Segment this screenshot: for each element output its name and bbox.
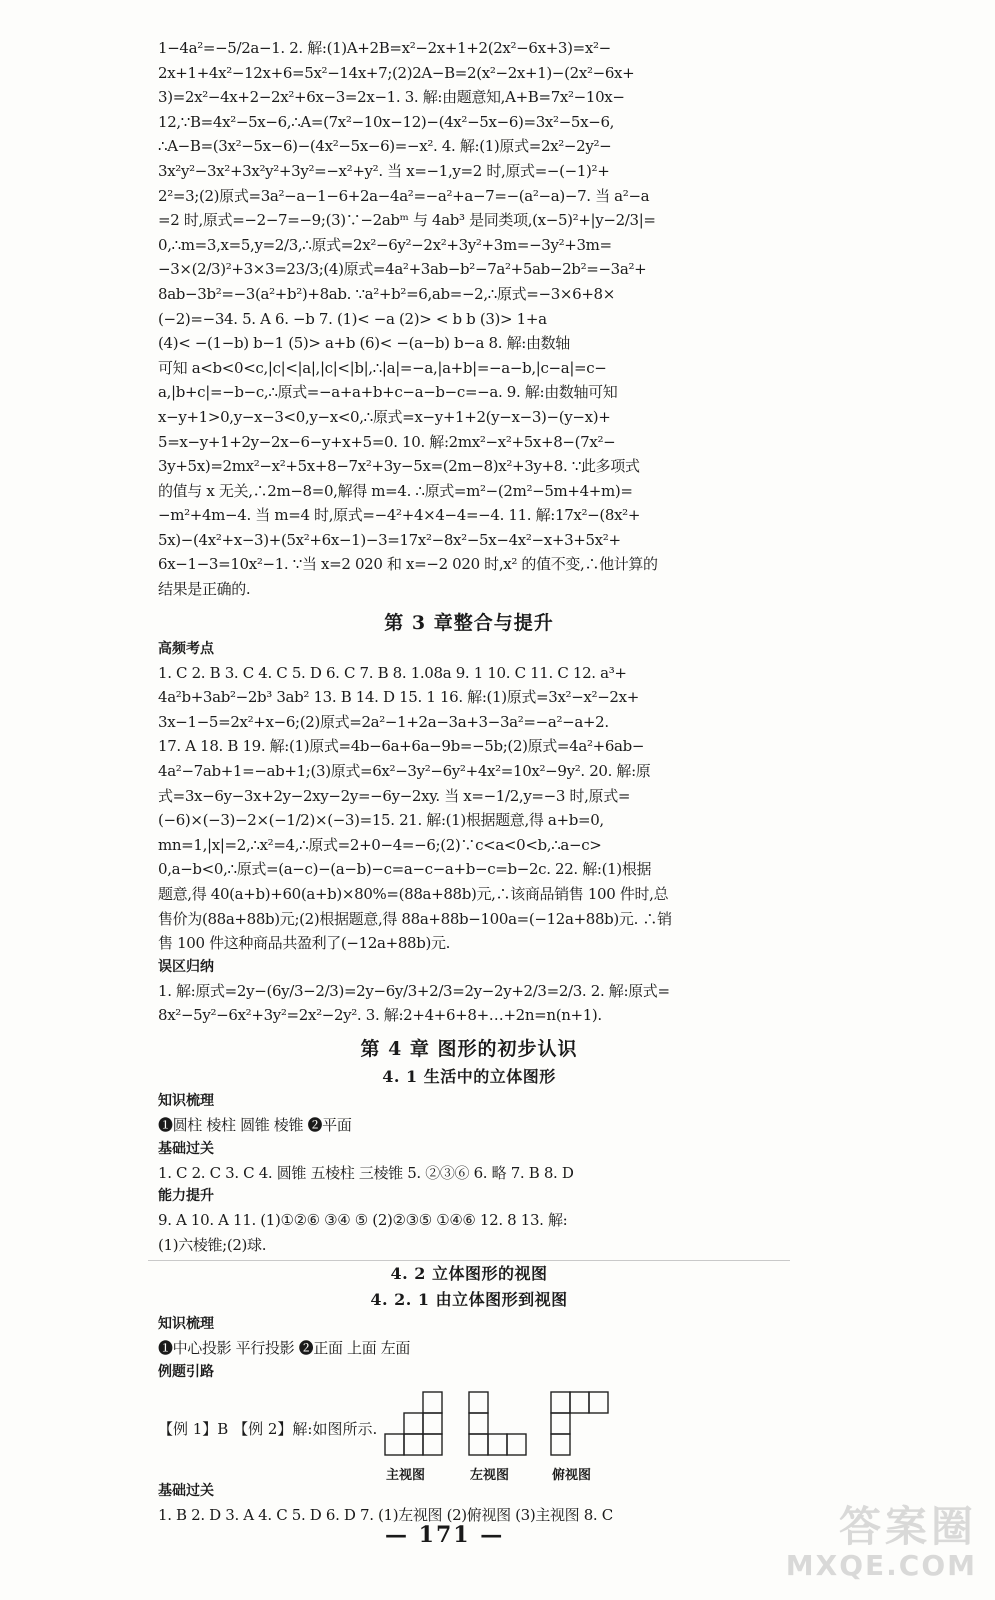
top-view-caption: 俯视图 — [552, 1467, 592, 1483]
answer-line: 6x−1−3=10x²−1. ∵当 x=2 020 和 x=−2 020 时,x² 的值不变,∴他计算的 — [158, 555, 658, 574]
answer-line: −3×(2/3)²+3×3=23/3;(4)原式=4a²+3ab−b²−7a²+5ab−2b²=−3a²+ — [158, 260, 647, 279]
section-4-1-title: 4. 1 生活中的立体图形 — [382, 1066, 556, 1086]
answer-line: 1. 解:原式=2y−(6y/3−2/3)=2y−6y/3+2/3=2y−2y+2/3=2/3. 2. 解:原式= — [158, 981, 670, 1000]
answer-line: 0,a−b<0,∴原式=(a−c)−(a−b)−c=a−c−a+b−c=b−2c. 22. 解:(1)根据 — [158, 860, 652, 879]
answer-line: (1)六棱锥;(2)球. — [158, 1235, 267, 1254]
s41-ability-lines — [158, 1208, 780, 1257]
answer-line: 5=x−y+1+2y−2x−6−y+x+5=0. 10. 解:2mx²−x²+5x+8−(7x²− — [158, 432, 616, 451]
answer-line: 题意,得 40(a+b)+60(a+b)×80%=(88a+88b)元,∴该商品销售 100 件时,总 — [158, 885, 669, 903]
s41-basic-heading: 基础过关 — [158, 1140, 214, 1157]
watermark-logo — [785, 1502, 977, 1582]
front-view-caption: 主视图 — [386, 1467, 426, 1483]
s421-basic-line: 1. B 2. D 3. A 4. C 5. D 6. D 7. (1)左视图 (2)俯视图 (3)主视图 8. C — [158, 1505, 613, 1524]
high-frequency-answers — [158, 661, 780, 956]
s41-basic-line: 1. C 2. C 3. C 4. 圆锥 五棱柱 三棱锥 5. ②③⑥ 6. 略 7. B 8. D — [158, 1163, 574, 1182]
answer-line: 的值与 x 无关,∴2m−8=0,解得 m=4. ∴原式=m²−(2m²−5m+4+m)= — [158, 481, 633, 500]
example-label: 【例 1】B 【例 2】解:如图所示. — [158, 1419, 378, 1438]
answer-line: 12,∵B=4x²−5x−6,∴A=(7x²−10x−12)−(4x²−5x−6)=3x²−5x−6, — [158, 112, 615, 131]
left-view-drawing — [468, 1390, 528, 1456]
answer-line: 8ab−3b²=−3(a²+b²)+8ab. ∵a²+b²=6,ab=−2,∴原式=−3×6+8× — [158, 284, 615, 303]
answer-line: 0,∴m=3,x=5,y=2/3,∴原式=2x²−6y²−2x²+3y²+3m=−3y²+3m= — [158, 235, 612, 254]
front-view-drawing — [384, 1390, 444, 1456]
left-view-caption: 左视图 — [470, 1467, 510, 1483]
answer-line: 售价为(88a+88b)元;(2)根据题意,得 88a+88b−100a=(−12a+88b)元. ∴销 — [158, 909, 672, 928]
answer-line: 可知 a<b<0<c,|c|<|a|,|c|<|b|,∴|a|=−a,|a+b|=−a−b,|c−a|=c− — [158, 358, 607, 377]
example-figure-row — [158, 1384, 780, 1483]
answer-line: 3y+5x)=2mx²−x²+5x+8−7x²+3y−5x=(2m−8)x²+3y+8. ∵此多项式 — [158, 457, 640, 476]
section-4-2-1-title: 4. 2. 1 由立体图形到视图 — [370, 1290, 568, 1310]
high-frequency-heading: 高频考点 — [158, 640, 214, 657]
chapter4-title: 第 4 章 图形的初步认识 — [360, 1037, 578, 1060]
answer-line: 2x+1+4x²−12x+6=5x²−14x+7;(2)2A−B=2(x²−2x+1)−(2x²−6x+ — [158, 63, 635, 82]
answer-line: 9. A 10. A 11. (1)①②⑥ ③④ ⑤ (2)②③⑤ ①④⑥ 12. 8 13. 解: — [158, 1211, 568, 1230]
left-view-figure — [468, 1390, 528, 1456]
answer-line: 4a²−7ab+1=−ab+1;(3)原式=6x²−3y²−6y²+4x²=10x²−9y². 20. 解:原 — [158, 762, 651, 781]
answer-page — [158, 36, 780, 1528]
previous-answers-block — [158, 36, 780, 602]
answer-line: 17. A 18. B 19. 解:(1)原式=4b−6a+6a−9b=−5b;(2)原式=4a²+6ab− — [158, 737, 645, 756]
front-view-figure — [384, 1390, 444, 1456]
page-number: — 171 — — [385, 1522, 505, 1548]
answer-line: 8x²−5y²−6x²+3y²=2x²−2y². 3. 解:2+4+6+8+…+2n=n(n+1). — [158, 1006, 602, 1025]
s41-knowledge-line: ❶圆柱 棱柱 圆锥 棱锥 ❷平面 — [158, 1115, 352, 1134]
chapter3-title: 第 3 章整合与提升 — [384, 611, 554, 634]
s421-knowledge-line: ❶中心投影 平行投影 ❷正面 上面 左面 — [158, 1339, 411, 1358]
answer-line: 3)=2x²−4x+2−2x²+6x−3=2x−1. 3. 解:由题意知,A+B=7x²−10x− — [158, 88, 625, 107]
watermark-text: 答案圈 — [838, 1502, 977, 1551]
answer-line: −m²+4m−4. 当 m=4 时,原式=−4²+4×4−4=−4. 11. 解:17x²−(8x²+ — [158, 506, 641, 525]
answer-line: 3x²y²−3x²+3x²y²+3y²=−x²+y². 当 x=−1,y=2 时,原式=−(−1)²+ — [158, 161, 610, 180]
section-4-2-title: 4. 2 立体图形的视图 — [390, 1264, 548, 1284]
top-view-drawing — [550, 1390, 610, 1456]
top-view-figure — [550, 1390, 610, 1456]
answer-line: 结果是正确的. — [158, 580, 251, 599]
answer-line: 2²=3;(2)原式=3a²−a−1−6+2a−4a²=−a²+a−7=−(a²−a)−7. 当 a²−a — [158, 186, 650, 205]
s421-example-heading: 例题引路 — [158, 1363, 214, 1380]
s41-ability-heading: 能力提升 — [158, 1188, 214, 1205]
answer-line: 3x−1−5=2x²+x−6;(2)原式=2a²−1+2a−3a+3−3a²=−a²−a+2. — [158, 712, 609, 731]
answer-line: (4)< −(1−b) b−1 (5)> a+b (6)< −(a−b) b−a 8. 解:由数轴 — [158, 334, 570, 353]
answer-line: 售 100 件这种商品共盈利了(−12a+88b)元. — [158, 934, 451, 953]
answer-line: mn=1,|x|=2,∴x²=4,∴原式=2+0−4=−6;(2)∵c<a<0<b,∴a−c> — [158, 835, 602, 854]
answer-line: 1−4a²=−5/2a−1. 2. 解:(1)A+2B=x²−2x+1+2(2x²−6x+3)=x²− — [158, 39, 611, 57]
answer-line: a,|b+c|=−b−c,∴原式=−a+a+b+c−a−b−c=−a. 9. 解:由数轴可知 — [158, 383, 618, 402]
s421-knowledge-heading: 知识梳理 — [158, 1316, 214, 1333]
error-summary-heading: 误区归纳 — [158, 958, 214, 975]
answer-line: (−2)=−34. 5. A 6. −b 7. (1)< −a (2)> < b b (3)> 1+a — [158, 309, 547, 328]
answer-line: 4a²b+3ab²−2b³ 3ab² 13. B 14. D 15. 1 16. 解:(1)原式=3x²−x²−2x+ — [158, 688, 639, 707]
answer-line: ∴A−B=(3x²−5x−6)−(4x²−5x−6)=−x². 4. 解:(1)原式=2x²−2y²− — [158, 137, 612, 156]
answer-line: (−6)×(−3)−2×(−1/2)×(−3)=15. 21. 解:(1)根据题意,得 a+b=0, — [158, 811, 604, 830]
answer-line: x−y+1>0,y−x−3<0,y−x<0,∴原式=x−y+1+2(y−x−3)−(y−x)+ — [158, 407, 611, 426]
answer-line: 5x)−(4x²+x−3)+(5x²+6x−1)−3=17x²−8x²−5x−4x²−x+3+5x²+ — [158, 530, 621, 549]
answer-line: =2 时,原式=−2−7=−9;(3)∵−2abᵐ 与 4ab³ 是同类项,(x−5)²+|y−2/3|= — [158, 211, 656, 230]
error-summary-answers — [158, 979, 780, 1028]
watermark-url: MXQE.COM — [785, 1549, 977, 1582]
s421-basic-heading: 基础过关 — [158, 1482, 214, 1499]
answer-line: 式=3x−6y−3x+2y−2xy−2y=−6y−2xy. 当 x=−1/2,y=−3 时,原式= — [158, 786, 631, 805]
answer-line: 1. C 2. B 3. C 4. C 5. D 6. C 7. B 8. 1.08a 9. 1 10. C 11. C 12. a³+ — [158, 663, 627, 682]
s41-knowledge-heading: 知识梳理 — [158, 1092, 214, 1109]
